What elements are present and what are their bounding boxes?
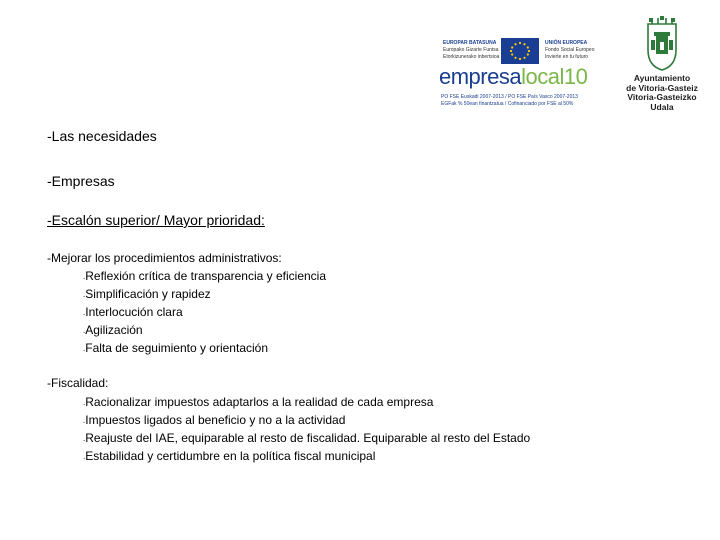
- heading-needs: -Las necesidades: [47, 128, 157, 144]
- list-item-text: Racionalizar impuestos adaptarlos a la realidad de cada empresa: [85, 395, 434, 409]
- bullet: .: [83, 290, 86, 299]
- eu-left-line-1: EUROPAR BATASUNA: [443, 40, 497, 46]
- city-line-3: Vitoria-Gasteizko: [627, 92, 697, 102]
- list-item-text: Simplificación y rapidez: [85, 287, 211, 301]
- list-item-text: Agilización: [85, 323, 143, 337]
- eu-funding-banner: [441, 38, 601, 66]
- list-item: [83, 394, 433, 411]
- list-item: [83, 286, 211, 303]
- bullet: .: [83, 272, 86, 281]
- bullet: .: [83, 434, 86, 443]
- funding-line-1: PO FSE Euskadi 2007-2013 / PO FSE País Vasco 2007-2013: [441, 94, 578, 100]
- eu-left-line-2: Europako Gizarte Funtsa: [443, 47, 499, 53]
- list-item: [83, 430, 530, 447]
- heading-priority: -Escalón superior/ Mayor prioridad:: [47, 212, 265, 228]
- funding-line-2: EGFak % 50ean finantzatua / Cofinanciado por FSE al 50%: [441, 101, 574, 107]
- brand-wordmark: [439, 64, 587, 90]
- city-line-1: Ayuntamiento: [633, 73, 691, 83]
- city-council-name: [622, 74, 702, 112]
- eu-left-line-3: Etorkizunerako inbertsioa: [443, 54, 500, 60]
- city-line-2: de Vitoria-Gasteiz: [626, 82, 698, 93]
- list-item: [83, 412, 345, 429]
- section-tax-title: -Fiscalidad:: [47, 376, 109, 390]
- bullet: .: [83, 344, 86, 353]
- empresalocal-logo: [437, 34, 605, 112]
- list-item: [83, 448, 375, 465]
- eu-right-line-3: Invierte en tu futuro: [545, 54, 589, 60]
- funding-footer: [441, 94, 605, 108]
- brand-word-1: empresa: [439, 64, 522, 89]
- list-item: [83, 322, 143, 339]
- list-item: [83, 340, 268, 357]
- section-admin-title: -Mejorar los procedimientos administrativos:: [47, 251, 282, 265]
- eu-right-line-1: UNIÓN EUROPEA: [545, 40, 588, 46]
- list-item-text: Impuestos ligados al beneficio y no a la actividad: [85, 413, 346, 427]
- list-item: [83, 304, 183, 321]
- eu-right-line-2: Fondo Social Europeo: [545, 47, 595, 53]
- brand-word-2: local10: [521, 64, 588, 89]
- city-line-4: Udala: [650, 101, 674, 112]
- bullet: .: [83, 416, 86, 425]
- city-council-logo: [622, 16, 702, 118]
- bullet: .: [83, 326, 86, 335]
- bullet: .: [83, 308, 86, 317]
- heading-companies: -Empresas: [47, 173, 115, 189]
- bullet: .: [83, 398, 86, 407]
- list-item-text: Interlocución clara: [85, 305, 183, 319]
- list-item-text: Reflexión crítica de transparencia y eficiencia: [85, 269, 327, 283]
- list-item-text: Estabilidad y certidumbre en la política fiscal municipal: [85, 449, 376, 463]
- list-item: [83, 268, 326, 285]
- eu-flag-icon: [501, 38, 539, 64]
- list-item-text: Falta de seguimiento y orientación: [85, 341, 269, 355]
- list-item-text: Reajuste del IAE, equiparable al resto de fiscalidad. Equiparable al resto del Estado: [85, 431, 531, 445]
- bullet: .: [83, 452, 86, 461]
- city-crest-icon: [640, 16, 684, 72]
